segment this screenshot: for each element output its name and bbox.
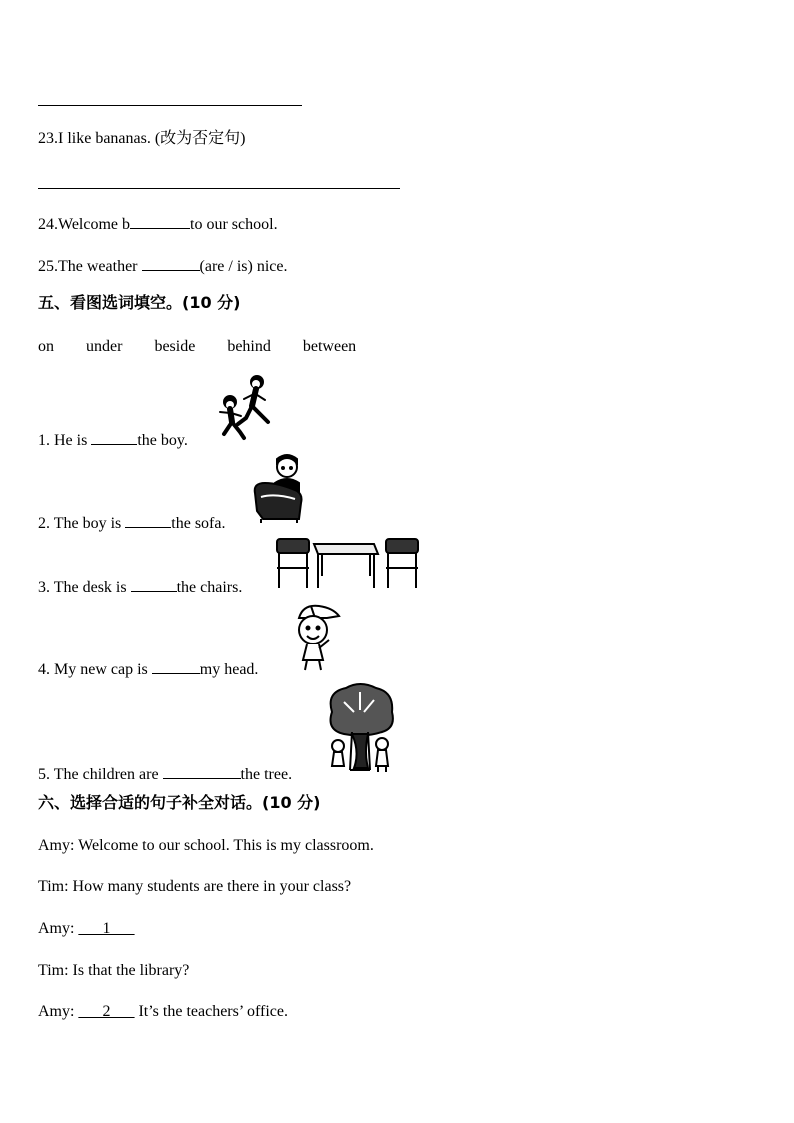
dialogue-line-3 (38, 921, 134, 937)
word-beside: beside (154, 338, 196, 355)
item-2 (38, 513, 225, 532)
item-2-post: the sofa. (171, 515, 226, 532)
answer-line-22 (38, 105, 302, 106)
desk-chairs-picture (274, 536, 422, 592)
dialogue-line-5-speaker: Amy: (38, 1003, 79, 1020)
item-4-post: my head. (199, 661, 259, 678)
blank-item-3[interactable] (131, 577, 177, 592)
boy-cap-picture (289, 600, 345, 674)
question-25-post: (are / is) nice. (199, 258, 288, 275)
item-3-pre: 3. The desk is (38, 579, 131, 596)
item-4-pre: 4. My new cap is (38, 661, 152, 678)
question-25-pre: 25.The weather (38, 258, 142, 275)
question-23: 23.I like bananas. (改为否定句) (38, 130, 246, 147)
item-5-pre: 5. The children are (38, 766, 163, 783)
word-behind: behind (227, 338, 271, 355)
blank-item-1[interactable] (91, 430, 137, 445)
word-between: between (302, 338, 357, 355)
item-5 (38, 764, 292, 783)
word-on: on (38, 338, 54, 355)
dialogue-line-5-rest: It’s the teachers’ office. (134, 1003, 289, 1020)
dialogue-line-2: Tim: How many students are there in your class? (38, 878, 352, 895)
blank-item-5[interactable] (163, 764, 241, 779)
blank-24[interactable] (130, 214, 190, 229)
running-boys-picture (210, 372, 282, 442)
word-under: under (86, 338, 123, 355)
item-4 (38, 659, 258, 678)
blank-item-4[interactable] (152, 659, 200, 674)
item-3 (38, 577, 242, 596)
dialogue-line-3-speaker: Amy: (38, 920, 79, 937)
dialogue-line-4: Tim: Is that the library? (38, 962, 190, 979)
blank-25[interactable] (142, 256, 200, 271)
item-1 (38, 430, 188, 449)
question-25 (38, 256, 287, 275)
section-5-heading: 五、看图选词填空。(10 分) (38, 293, 241, 312)
blank-item-2[interactable] (125, 513, 171, 528)
dialogue-blank-1[interactable]: ___1___ (78, 920, 135, 937)
item-2-pre: 2. The boy is (38, 515, 126, 532)
dialogue-line-5 (38, 1004, 288, 1020)
dialogue-blank-2[interactable]: ___2___ (78, 1003, 135, 1020)
question-24-post: to our school. (190, 216, 278, 233)
item-5-post: the tree. (240, 766, 293, 783)
answer-line-23 (38, 188, 400, 189)
boy-sofa-picture (251, 453, 307, 525)
section-6-heading: 六、选择合适的句子补全对话。(10 分) (38, 793, 321, 812)
question-24 (38, 214, 278, 233)
children-tree-picture (324, 682, 396, 776)
item-1-post: the boy. (137, 432, 188, 449)
item-3-post: the chairs. (176, 579, 243, 596)
word-bank (38, 339, 384, 355)
question-24-pre: 24.Welcome b (38, 216, 131, 233)
item-1-pre: 1. He is (38, 432, 92, 449)
dialogue-line-1: Amy: Welcome to our school. This is my classroom. (38, 837, 374, 854)
